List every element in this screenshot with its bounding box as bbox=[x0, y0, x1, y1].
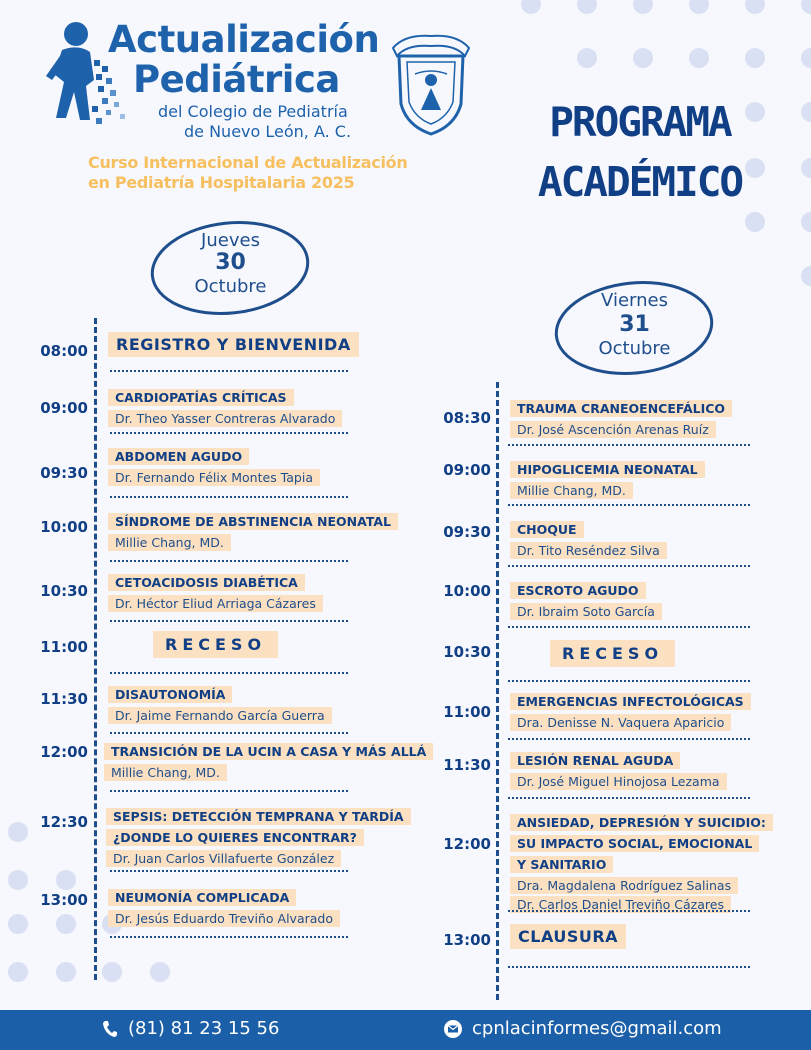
phone-icon bbox=[102, 1020, 118, 1038]
divider bbox=[110, 672, 348, 674]
time-label: 11:30 bbox=[40, 690, 88, 708]
logo-subtitle-line2: de Nuevo León, A. C. bbox=[184, 122, 352, 141]
course-line2: en Pediatría Hospitalaria 2025 bbox=[88, 173, 355, 192]
time-label: 10:30 bbox=[40, 582, 88, 600]
day2-weekday: Viernes bbox=[601, 290, 668, 311]
day2-day-number: 31 bbox=[619, 312, 650, 337]
session-title: SÍNDROME DE ABSTINENCIA NEONATAL bbox=[108, 513, 398, 530]
speaker-name: Millie Chang, MD. bbox=[104, 764, 227, 781]
divider bbox=[508, 910, 750, 912]
time-label: 09:30 bbox=[443, 523, 491, 541]
session-title: SEPSIS: DETECCIÓN TEMPRANA Y TARDÍA bbox=[106, 808, 411, 825]
day2-timeline bbox=[496, 382, 499, 1000]
divider bbox=[508, 444, 750, 446]
divider bbox=[110, 732, 348, 734]
program-title bbox=[525, 92, 755, 212]
session-title: CHOQUE bbox=[510, 521, 584, 538]
phone-number: (81) 81 23 15 56 bbox=[128, 1018, 280, 1039]
time-label: 12:00 bbox=[40, 743, 88, 761]
divider bbox=[508, 626, 750, 628]
break-title: RECESO bbox=[550, 640, 675, 667]
day2-month: Octubre bbox=[598, 338, 671, 359]
speaker-name: Dra. Magdalena Rodríguez Salinas bbox=[510, 877, 738, 894]
speaker-name: Dra. Denisse N. Vaquera Aparicio bbox=[510, 714, 731, 731]
speaker-name: Dr. Tito Reséndez Silva bbox=[510, 542, 667, 559]
email-address: cpnlacinformes@gmail.com bbox=[472, 1018, 722, 1039]
day1-weekday: Jueves bbox=[201, 230, 260, 251]
divider bbox=[110, 496, 348, 498]
speaker-name: Dr. Juan Carlos Villafuerte González bbox=[106, 850, 341, 867]
contact-footer bbox=[0, 1010, 811, 1050]
speaker-name: Millie Chang, MD. bbox=[510, 482, 633, 499]
day2-date-oval bbox=[552, 278, 717, 378]
session-title: CETOACIDOSIS DIABÉTICA bbox=[108, 574, 305, 591]
day1-month: Octubre bbox=[194, 276, 267, 297]
speaker-name: Dr. José Ascención Arenas Ruíz bbox=[510, 421, 716, 438]
day1-timeline bbox=[94, 318, 97, 980]
time-label: 11:30 bbox=[443, 756, 491, 774]
time-label: 09:00 bbox=[40, 399, 88, 417]
speaker-name: Dr. José Miguel Hinojosa Lezama bbox=[510, 773, 727, 790]
divider bbox=[110, 560, 348, 562]
time-label: 13:00 bbox=[443, 931, 491, 949]
closing-title: CLAUSURA bbox=[510, 924, 626, 949]
time-label: 10:30 bbox=[443, 643, 491, 661]
time-label: 12:30 bbox=[40, 813, 88, 831]
divider bbox=[508, 680, 750, 682]
course-line1: Curso Internacional de Actualización bbox=[88, 153, 408, 172]
time-label: 11:00 bbox=[443, 703, 491, 721]
session-title: NEUMONÍA COMPLICADA bbox=[108, 889, 296, 906]
speaker-name: Dr. Jesús Eduardo Treviño Alvarado bbox=[108, 910, 340, 927]
session-title: TRAUMA CRANEOENCEFÁLICO bbox=[510, 400, 732, 417]
session-title: REGISTRO Y BIENVENIDA bbox=[108, 332, 359, 357]
course-name bbox=[88, 153, 407, 193]
session-title: CARDIOPATÍAS CRÍTICAS bbox=[108, 389, 294, 406]
time-label: 12:00 bbox=[443, 835, 491, 853]
time-label: 10:00 bbox=[40, 518, 88, 536]
program-title-line1: PROGRAMA bbox=[549, 98, 731, 146]
divider bbox=[110, 620, 348, 622]
logo-subtitle-line1: del Colegio de Pediatría bbox=[158, 102, 348, 121]
session-title-line2: ¿DONDE LO QUIERES ENCONTRAR? bbox=[106, 829, 364, 846]
day1-date-oval bbox=[148, 218, 313, 318]
time-label: 10:00 bbox=[443, 582, 491, 600]
divider bbox=[508, 504, 750, 506]
time-label: 11:00 bbox=[40, 638, 88, 656]
phone-contact[interactable] bbox=[102, 1018, 279, 1039]
day1-day-number: 30 bbox=[215, 250, 246, 275]
speaker-name: Millie Chang, MD. bbox=[108, 534, 231, 551]
session-title-line3: Y SANITARIO bbox=[510, 856, 613, 873]
time-label: 08:00 bbox=[40, 342, 88, 360]
time-label: 13:00 bbox=[40, 891, 88, 909]
program-title-line2: ACADÉMICO bbox=[537, 158, 743, 206]
session-title-line2: SU IMPACTO SOCIAL, EMOCIONAL bbox=[510, 835, 759, 852]
divider bbox=[508, 797, 750, 799]
divider bbox=[110, 870, 348, 872]
speaker-name-2: Dr. Carlos Daniel Treviño Cázares bbox=[510, 896, 731, 913]
session-title: EMERGENCIAS INFECTOLÓGICAS bbox=[510, 693, 751, 710]
session-title: TRANSICIÓN DE LA UCIN A CASA Y MÁS ALLÁ bbox=[104, 743, 433, 760]
session-title: ANSIEDAD, DEPRESIÓN Y SUICIDIO: bbox=[510, 814, 773, 831]
divider bbox=[508, 966, 750, 968]
time-label: 08:30 bbox=[443, 409, 491, 427]
divider bbox=[110, 936, 348, 938]
speaker-name: Dr. Jaime Fernando García Guerra bbox=[108, 707, 332, 724]
divider bbox=[508, 565, 750, 567]
divider bbox=[110, 432, 348, 434]
logo-title-line2: Pediátrica bbox=[133, 58, 340, 101]
email-contact[interactable] bbox=[444, 1018, 722, 1039]
divider bbox=[508, 738, 750, 740]
divider bbox=[110, 790, 348, 792]
speaker-name: Dr. Theo Yasser Contreras Alvarado bbox=[108, 410, 342, 427]
logo-title-line1: Actualización bbox=[108, 18, 380, 61]
session-title: DISAUTONOMÍA bbox=[108, 686, 232, 703]
divider bbox=[110, 370, 348, 372]
session-title: ESCROTO AGUDO bbox=[510, 582, 646, 599]
mail-icon bbox=[444, 1020, 462, 1038]
session-title: LESIÓN RENAL AGUDA bbox=[510, 752, 680, 769]
speaker-name: Dr. Fernando Félix Montes Tapia bbox=[108, 469, 320, 486]
speaker-name: Dr. Héctor Eliud Arriaga Cázares bbox=[108, 595, 323, 612]
college-seal-icon bbox=[385, 30, 477, 140]
speaker-name: Dr. Ibraim Soto García bbox=[510, 603, 662, 620]
session-title: HIPOGLICEMIA NEONATAL bbox=[510, 461, 705, 478]
break-title: RECESO bbox=[153, 631, 278, 658]
session-title: ABDOMEN AGUDO bbox=[108, 448, 249, 465]
event-logo bbox=[38, 18, 378, 148]
time-label: 09:30 bbox=[40, 464, 88, 482]
time-label: 09:00 bbox=[443, 461, 491, 479]
